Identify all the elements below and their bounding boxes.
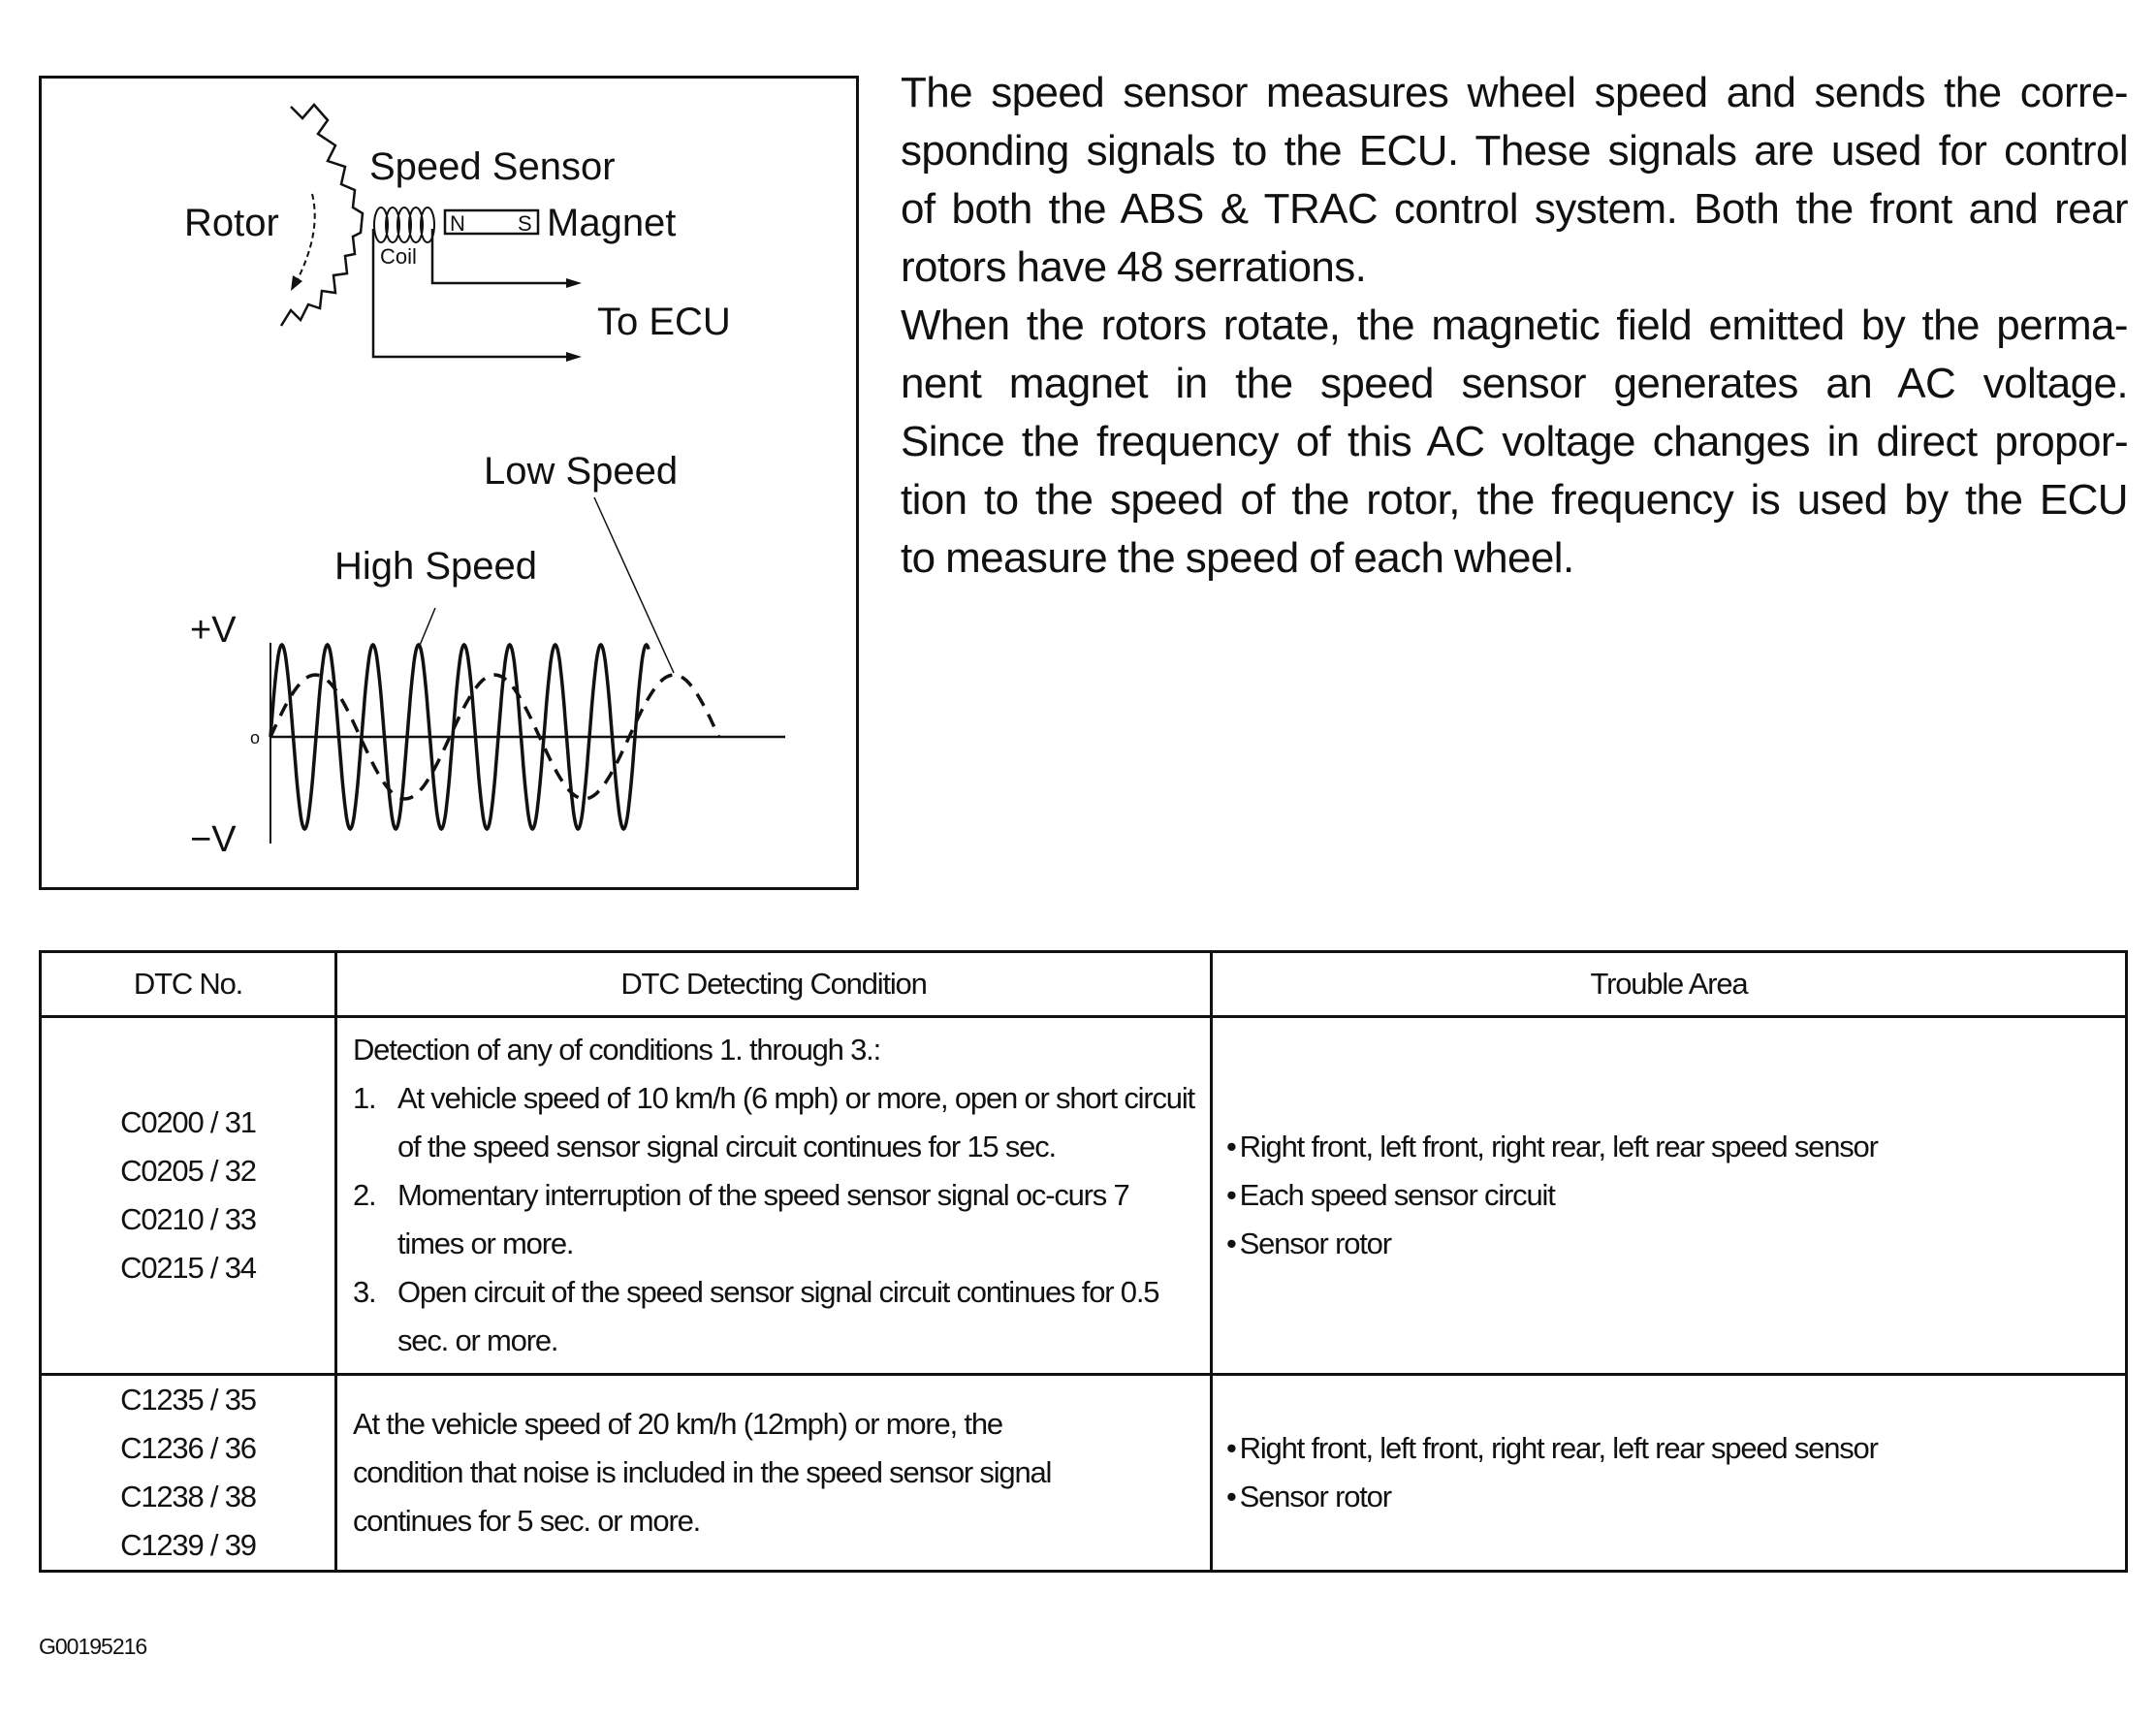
paragraph-line: of both the ABS & TRAC control system. Both the front and rear — [901, 185, 2128, 233]
trouble-item: • Right front, left front, right rear, left rear speed sensor — [1226, 1123, 2111, 1171]
to-ecu-label: To ECU — [597, 301, 731, 343]
table-row — [41, 1017, 2127, 1375]
condition-line: At the vehicle speed of 20 km/h (12mph) or more, the — [353, 1407, 1002, 1441]
paragraph-line: rotors have 48 serrations. — [901, 243, 1367, 291]
dtc-code: C0205 / 32 — [120, 1154, 256, 1188]
dtc-code: C1235 / 35 — [120, 1383, 256, 1417]
table-row — [41, 1375, 2127, 1572]
trouble-item: • Each speed sensor circuit — [1226, 1171, 2111, 1220]
paragraph-line: to measure the speed of each wheel. — [901, 534, 1574, 582]
condition-text: Momentary interruption of the speed sensor signal oc-curs 7 times or more. — [397, 1178, 1129, 1260]
condition-line: continues for 5 sec. or more. — [353, 1504, 701, 1538]
table-header-row — [41, 952, 2127, 1017]
condition-item — [353, 1074, 1196, 1171]
minus-v-label: −V — [190, 819, 237, 860]
high-speed-label: High Speed — [334, 545, 538, 588]
arrow-top-icon — [566, 278, 582, 288]
condition-cell — [336, 1017, 1212, 1375]
paragraph-line: sponding signals to the ECU. These signals are used for control — [901, 127, 2128, 175]
trouble-item: • Right front, left front, right rear, left rear speed sensor — [1226, 1424, 2111, 1473]
rotation-arrowhead — [291, 275, 302, 291]
paragraph-line: When the rotors rotate, the magnetic field emitted by the perma- — [901, 302, 2128, 349]
condition-number: 3. — [353, 1275, 376, 1309]
dtc-code: C1238 / 38 — [120, 1480, 256, 1513]
description-paragraph — [901, 64, 2128, 588]
condition-number: 1. — [353, 1081, 376, 1115]
condition-text: At vehicle speed of 10 km/h (6 mph) or more, open or short circuit of the speed sensor signal circuit continues for 15 sec. — [397, 1081, 1194, 1163]
header-trouble-area: Trouble Area — [1212, 952, 2127, 1017]
paragraph-line: The speed sensor measures wheel speed and sends the corre- — [901, 69, 2128, 116]
dtc-code: C0200 / 31 — [120, 1105, 256, 1139]
rotor-label: Rotor — [184, 202, 279, 244]
rotation-arrow — [296, 194, 315, 283]
high-speed-leader — [419, 608, 435, 648]
paragraph-line: nent magnet in the speed sensor generates an AC voltage. — [901, 360, 2128, 407]
speed-sensor-label: Speed Sensor — [369, 145, 616, 188]
dtc-table — [39, 950, 2128, 1573]
trouble-area-cell — [1212, 1375, 2127, 1572]
speed-sensor-diagram — [39, 76, 859, 890]
dtc-code: C0215 / 34 — [120, 1251, 256, 1285]
dtc-codes-cell — [41, 1017, 336, 1375]
condition-cell — [336, 1375, 1212, 1572]
plus-v-label: +V — [190, 610, 237, 651]
arrow-bottom-icon — [566, 352, 582, 362]
header-dtc-no: DTC No. — [41, 952, 336, 1017]
dtc-code: C1236 / 36 — [120, 1431, 256, 1465]
figure-id: G00195216 — [39, 1634, 147, 1659]
low-speed-label: Low Speed — [484, 450, 679, 493]
header-detecting-condition: DTC Detecting Condition — [336, 952, 1212, 1017]
rotor-teeth — [281, 105, 363, 326]
coil-label: Coil — [380, 244, 417, 269]
magnet-label: Magnet — [547, 202, 677, 244]
dtc-code: C1239 / 39 — [120, 1528, 256, 1562]
dtc-code: C0210 / 33 — [120, 1202, 256, 1236]
coil-icon — [374, 207, 434, 242]
trouble-area-cell — [1212, 1017, 2127, 1375]
zero-label: o — [250, 728, 261, 748]
trouble-item: • Sensor rotor — [1226, 1473, 2111, 1521]
condition-intro: Detection of any of conditions 1. through 3.: — [353, 1033, 880, 1067]
magnet-n: N — [450, 211, 465, 236]
condition-line: condition that noise is included in the speed sensor signal — [353, 1455, 1052, 1489]
paragraph-line: tion to the speed of the rotor, the frequency is used by the ECU — [901, 476, 2128, 524]
condition-item — [353, 1171, 1196, 1268]
magnet-s: S — [518, 211, 532, 236]
condition-text: Open circuit of the speed sensor signal circuit continues for 0.5 sec. or more. — [397, 1275, 1159, 1357]
condition-number: 2. — [353, 1178, 376, 1212]
low-speed-leader — [594, 497, 674, 673]
dtc-codes-cell — [41, 1375, 336, 1572]
trouble-item: • Sensor rotor — [1226, 1220, 2111, 1268]
paragraph-line: Since the frequency of this AC voltage changes in direct propor- — [901, 418, 2128, 465]
condition-item — [353, 1268, 1196, 1365]
